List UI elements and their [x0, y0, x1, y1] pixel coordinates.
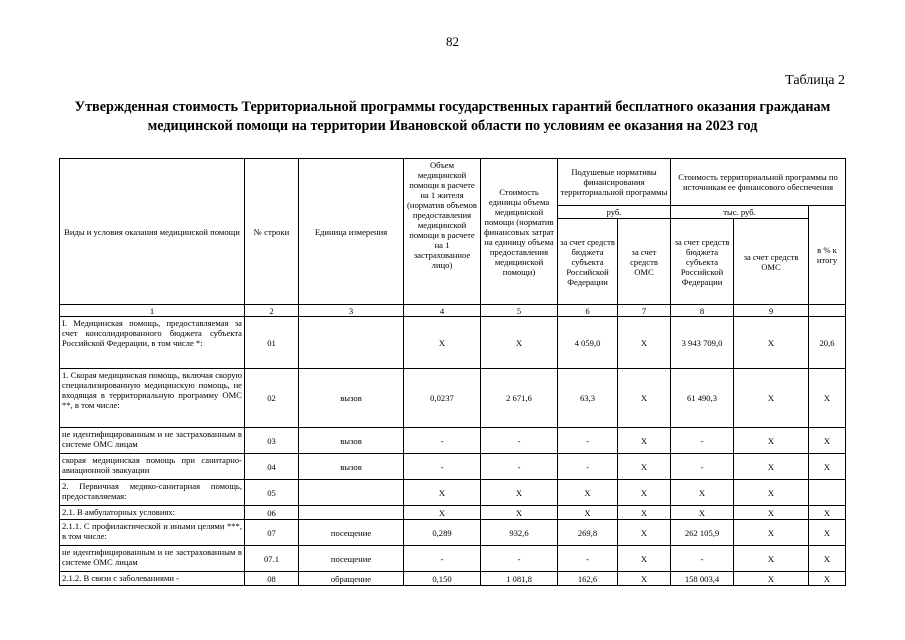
header-program-cost: Стоимость территориальной программы по источникам ее финансового обеспечения: [671, 159, 846, 206]
header-per-capita-budget: за счет средств бюджета субъекта Российской Федерации: [558, 219, 618, 305]
row-cost-oms: X: [734, 520, 809, 546]
table-row: [60, 369, 846, 428]
row-unit: [299, 480, 404, 506]
row-number: 01: [245, 317, 299, 369]
row-cost-budget: -: [671, 428, 734, 454]
row-number: 08: [245, 572, 299, 586]
row-name: 1. Скорая медицинская помощь, включая скорую специализированную медицинскую помощь, не входящая в территориальную программу ОМС **, в том числе:: [60, 369, 245, 428]
row-volume: X: [404, 317, 481, 369]
row-per-capita-budget: -: [558, 454, 618, 480]
row-name: 2.1. В амбулаторных условиях:: [60, 506, 245, 520]
column-number: 2: [245, 305, 299, 317]
column-number: 4: [404, 305, 481, 317]
row-cost-percent: X: [809, 428, 846, 454]
table-row: [60, 317, 846, 369]
table-row: [60, 428, 846, 454]
row-number: 02: [245, 369, 299, 428]
row-volume: 0,289: [404, 520, 481, 546]
row-name: не идентифицированным и не застрахованным в системе ОМС лицам: [60, 546, 245, 572]
row-number: 07.1: [245, 546, 299, 572]
row-unit-cost: 2 671,6: [481, 369, 558, 428]
column-number: 3: [299, 305, 404, 317]
table-row: [60, 480, 846, 506]
row-cost-oms: X: [734, 369, 809, 428]
table-row: [60, 572, 846, 586]
row-cost-oms: X: [734, 428, 809, 454]
row-cost-percent: 20,6: [809, 317, 846, 369]
header-cost-percent: в % к итогу: [809, 206, 846, 305]
row-cost-budget: 3 943 709,0: [671, 317, 734, 369]
row-per-capita-oms: X: [618, 428, 671, 454]
row-unit-cost: -: [481, 454, 558, 480]
row-cost-percent: X: [809, 572, 846, 586]
row-number: 04: [245, 454, 299, 480]
row-cost-oms: X: [734, 506, 809, 520]
row-per-capita-oms: X: [618, 546, 671, 572]
row-cost-percent: X: [809, 369, 846, 428]
row-cost-budget: -: [671, 454, 734, 480]
row-unit: вызов: [299, 428, 404, 454]
row-unit: посещение: [299, 520, 404, 546]
row-cost-budget: 262 105,9: [671, 520, 734, 546]
header-unit: Единица измерения: [299, 159, 404, 305]
column-number: 7: [618, 305, 671, 317]
row-cost-percent: X: [809, 546, 846, 572]
row-per-capita-oms: X: [618, 480, 671, 506]
row-number: 03: [245, 428, 299, 454]
row-volume: -: [404, 428, 481, 454]
row-volume: 0,0237: [404, 369, 481, 428]
row-cost-budget: X: [671, 506, 734, 520]
row-unit: вызов: [299, 454, 404, 480]
row-cost-percent: X: [809, 506, 846, 520]
column-number: 1: [60, 305, 245, 317]
column-number: 8: [671, 305, 734, 317]
row-volume: 0,150: [404, 572, 481, 586]
row-name: скорая медицинская помощь при санитарно-авиационной эвакуации: [60, 454, 245, 480]
row-per-capita-budget: -: [558, 428, 618, 454]
row-unit-cost: 1 081,8: [481, 572, 558, 586]
row-cost-oms: X: [734, 572, 809, 586]
table-row: [60, 506, 846, 520]
header-per-capita-oms: за счет средств ОМС: [618, 219, 671, 305]
header-per-capita: Подушевые нормативы финансирования территориальной программы: [558, 159, 671, 206]
column-number: 5: [481, 305, 558, 317]
column-number: 9: [734, 305, 809, 317]
header-cost-unit: тыс. руб.: [671, 206, 809, 219]
table-row: [60, 520, 846, 546]
row-per-capita-budget: 4 059,0: [558, 317, 618, 369]
table-row: [60, 454, 846, 480]
row-unit: обращение: [299, 572, 404, 586]
row-per-capita-oms: X: [618, 572, 671, 586]
row-unit-cost: 932,6: [481, 520, 558, 546]
row-volume: X: [404, 506, 481, 520]
row-volume: -: [404, 546, 481, 572]
row-unit: посещение: [299, 546, 404, 572]
row-unit-cost: -: [481, 428, 558, 454]
row-cost-percent: X: [809, 454, 846, 480]
row-per-capita-oms: X: [618, 506, 671, 520]
header-row-number: № строки: [245, 159, 299, 305]
column-number: 6: [558, 305, 618, 317]
row-unit-cost: X: [481, 317, 558, 369]
table-label: Таблица 2: [785, 73, 845, 88]
row-per-capita-budget: X: [558, 480, 618, 506]
row-name: 2.1.2. В связи с заболеваниями -: [60, 572, 245, 586]
row-per-capita-oms: X: [618, 454, 671, 480]
row-unit-cost: -: [481, 546, 558, 572]
row-cost-budget: -: [671, 546, 734, 572]
row-per-capita-oms: X: [618, 317, 671, 369]
row-name: 2. Первичная медико-санитарная помощь, предоставляемая:: [60, 480, 245, 506]
row-volume: X: [404, 480, 481, 506]
cost-table: [59, 158, 846, 586]
row-cost-oms: X: [734, 546, 809, 572]
row-per-capita-budget: 63,3: [558, 369, 618, 428]
column-number-empty: [809, 305, 846, 317]
header-type: Виды и условия оказания медицинской помощи: [60, 159, 245, 305]
table-row: [60, 546, 846, 572]
document-title: Утвержденная стоимость Территориальной программы государственных гарантий бесплатного оказания гражданам медицинской помощи на территории Ивановской области по условиям ее оказания на 2023 год: [74, 99, 831, 134]
row-volume: -: [404, 454, 481, 480]
header-cost-oms: за счет средств ОМС: [734, 219, 809, 305]
row-per-capita-oms: X: [618, 369, 671, 428]
row-cost-oms: X: [734, 454, 809, 480]
row-name: I. Медицинская помощь, предоставляемая за счет консолидированного бюджета субъекта Российской Федерации, в том числе *:: [60, 317, 245, 369]
row-cost-percent: X: [809, 520, 846, 546]
page-number: 82: [446, 34, 459, 49]
row-per-capita-budget: 162,6: [558, 572, 618, 586]
header-per-capita-unit: руб.: [558, 206, 671, 219]
row-number: 05: [245, 480, 299, 506]
header-volume: Объем медицинской помощи в расчете на 1 жителя (норматив объемов предоставления медицинской помощи в расчете на 1 застрахованное лицо): [404, 159, 481, 305]
row-per-capita-budget: -: [558, 546, 618, 572]
row-unit-cost: X: [481, 506, 558, 520]
row-cost-budget: 158 003,4: [671, 572, 734, 586]
row-cost-budget: 61 490,3: [671, 369, 734, 428]
row-cost-percent: [809, 480, 846, 506]
row-per-capita-budget: 269,8: [558, 520, 618, 546]
row-cost-oms: X: [734, 317, 809, 369]
row-per-capita-budget: X: [558, 506, 618, 520]
row-number: 06: [245, 506, 299, 520]
header-cost-budget: за счет средств бюджета субъекта Российской Федерации: [671, 219, 734, 305]
row-name: 2.1.1. С профилактической и иными целями ***, в том числе:: [60, 520, 245, 546]
row-unit-cost: X: [481, 480, 558, 506]
row-cost-oms: X: [734, 480, 809, 506]
row-unit: вызов: [299, 369, 404, 428]
row-unit: [299, 317, 404, 369]
header-unit-cost: Стоимость единицы объема медицинской помощи (норматив финансовых затрат на единицу объема предоставления медицинской помощи): [481, 159, 558, 305]
row-name: не идентифицированным и не застрахованным в системе ОМС лицам: [60, 428, 245, 454]
row-number: 07: [245, 520, 299, 546]
column-number-row: [60, 305, 846, 317]
row-per-capita-oms: X: [618, 520, 671, 546]
row-cost-budget: X: [671, 480, 734, 506]
row-unit: [299, 506, 404, 520]
